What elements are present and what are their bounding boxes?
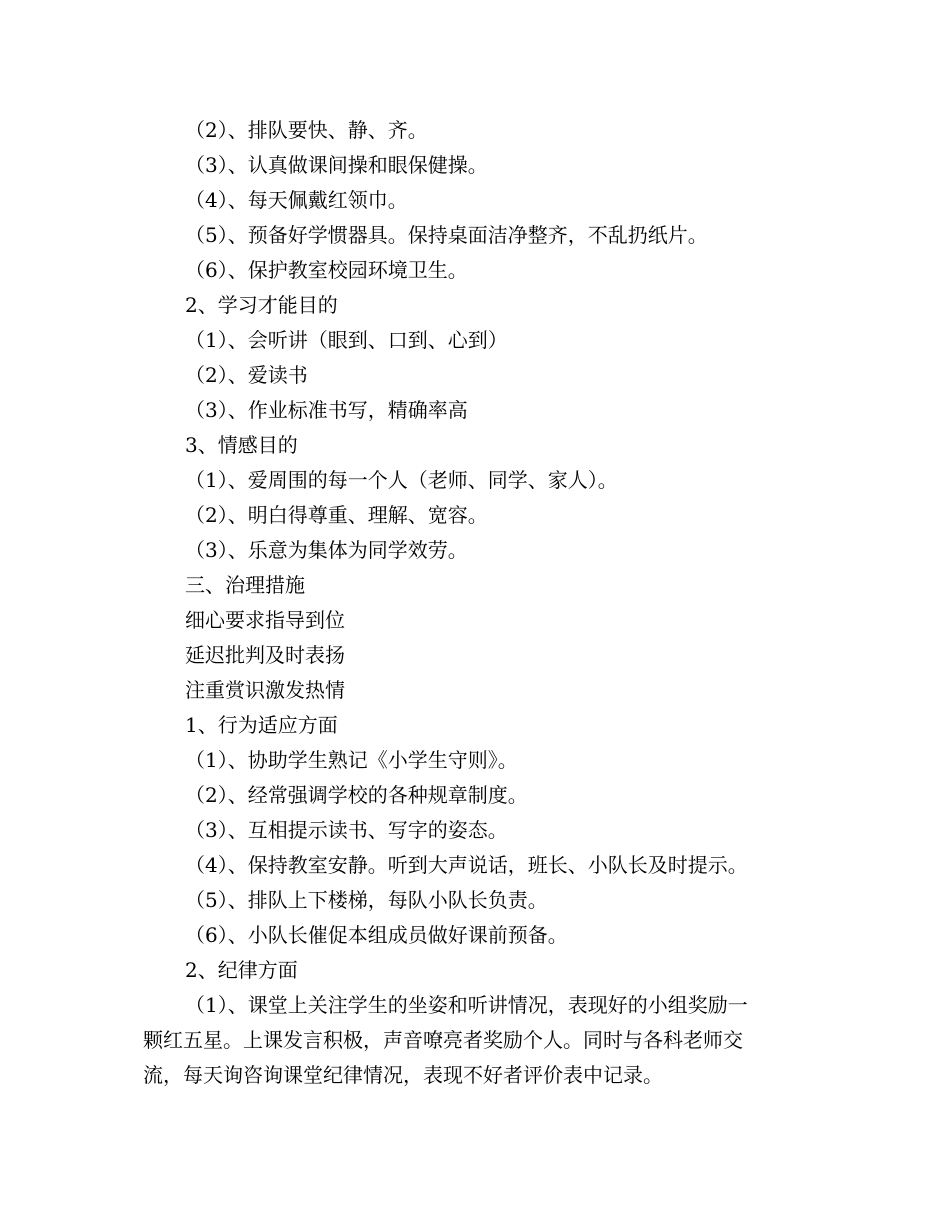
list-item: （4）、每天佩戴红领巾。	[185, 188, 408, 212]
text-line: 细心要求指导到位	[185, 608, 345, 632]
list-item: （3）、互相提示读书、写字的姿态。	[185, 818, 508, 842]
section-heading: 2、学习才能目的	[185, 293, 338, 317]
list-item: （2）、明白得尊重、理解、宽容。	[185, 503, 488, 527]
list-item: （5）、预备好学惯器具。保持桌面洁净整齐，不乱扔纸片。	[185, 223, 708, 247]
section-heading: 2、纪律方面	[185, 958, 298, 982]
paragraph-line: （1）、课堂上关注学生的坐姿和听讲情况，表现好的小组奖励一	[185, 993, 748, 1017]
list-item: （3）、乐意为集体为同学效劳。	[185, 538, 468, 562]
section-heading: 1、行为适应方面	[185, 713, 338, 737]
text-line: 延迟批判及时表扬	[185, 643, 345, 667]
paragraph-line: 颗红五星。上课发言积极，声音嘹亮者奖励个人。同时与各科老师交	[143, 1028, 743, 1052]
document-body	[0, 113, 950, 988]
section-heading: 3、情感目的	[185, 433, 298, 457]
list-item: （2）、爱读书	[185, 363, 308, 387]
list-item: （3）、作业标准书写，精确率高	[185, 398, 468, 422]
list-item: （1）、爱周围的每一个人（老师、同学、家人）。	[185, 468, 618, 492]
section-heading: 三、治理措施	[185, 573, 305, 597]
paragraph-line: 流，每天询咨询课堂纪律情况，表现不好者评价表中记录。	[143, 1063, 663, 1087]
list-item: （1）、会听讲（眼到、口到、心到）	[185, 328, 508, 352]
list-item: （5）、排队上下楼梯，每队小队长负责。	[185, 888, 548, 912]
text-line: 注重赏识激发热情	[185, 678, 345, 702]
list-item: （6）、小队长催促本组成员做好课前预备。	[185, 923, 568, 947]
list-item: （6）、保护教室校园环境卫生。	[185, 258, 468, 282]
list-item: （2）、经常强调学校的各种规章制度。	[185, 783, 528, 807]
list-item: （2）、排队要快、静、齐。	[185, 118, 428, 142]
list-item: （1）、协助学生熟记《小学生守则》。	[185, 748, 518, 772]
list-item: （4）、保持教室安静。听到大声说话，班长、小队长及时提示。	[185, 853, 748, 877]
list-item: （3）、认真做课间操和眼保健操。	[185, 153, 488, 177]
discipline-paragraph	[143, 988, 833, 1093]
